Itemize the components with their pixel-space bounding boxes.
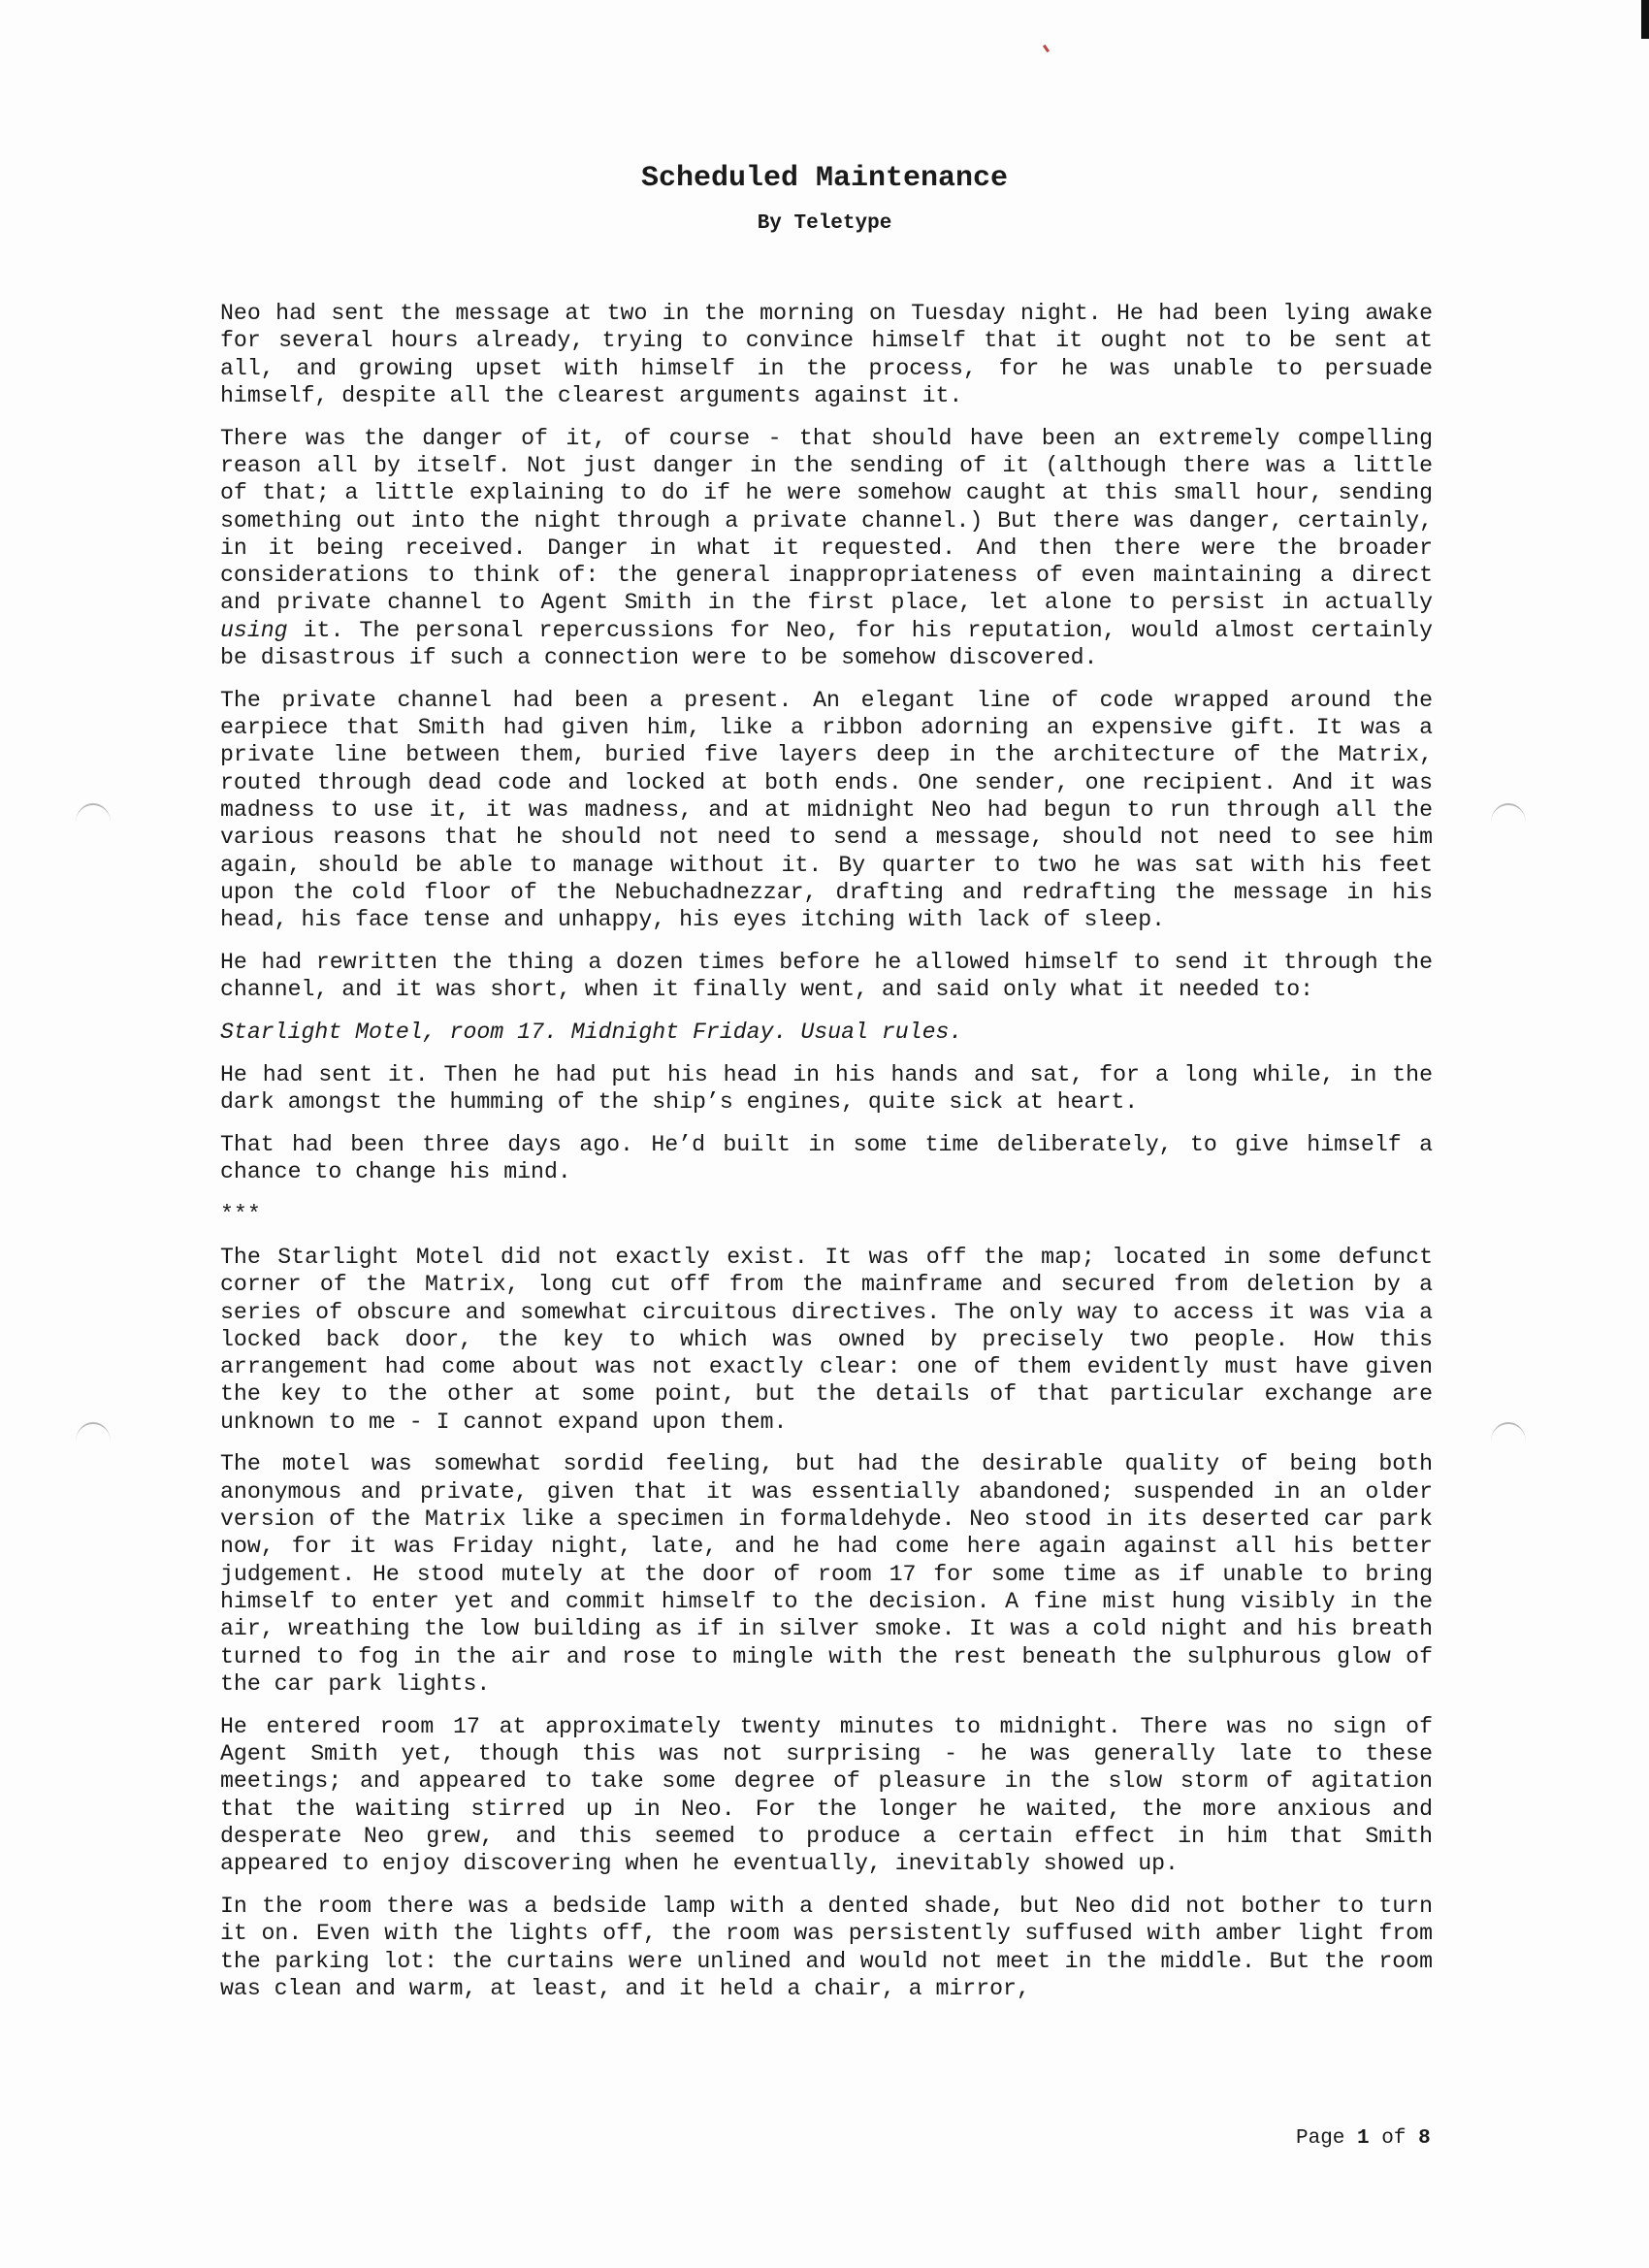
paragraph-message [220, 1019, 1433, 1046]
page-footer [1296, 2127, 1431, 2150]
emphasis-text: using [220, 617, 288, 643]
story-title: Scheduled Maintenance [640, 162, 1009, 195]
punch-hole-mark [76, 1422, 111, 1442]
paragraph: He entered room 17 at approximately twenty minutes to midnight. There was no sign of Agent Smith yet, though this was not surprising - he was generally late to these meetings; and appeared to take some degree of pleasure in the slow storm of agitation that the waiting stirred up in Neo. For the longer he waited, the more anxious and desperate Neo grew, and this seemed to produce a certain effect in him that Smith appeared to enjoy discovering when he eventually, inevitably showed up. [220, 1713, 1433, 1877]
paragraph: That had been three days ago. He’d built in some time deliberately, to give himself a chance to change his mind. [220, 1132, 1433, 1185]
paragraph: The private channel had been a present. An elegant line of code wrapped around the earpiece that Smith had given him, like a ribbon adorning an expensive gift. It was a private line between them, buried five layers deep in the architecture of the Matrix, routed through dead code and locked at both ends. One sender, one recipient. And it was madness to use it, it was madness, and at midnight Neo had begun to run through all the various reasons that he should not need to send a message, should not need to see him again, should be able to manage without it. By quarter to two he was sat with his feet upon the cold floor of the Nebuchadnezzar, drafting and redrafting the message in his head, his face tense and unhappy, his eyes itching with lack of sleep. [220, 687, 1433, 933]
story-body [220, 300, 1433, 2018]
paragraph-text: it. The personal repercussions for Neo, for his reputation, would almost certainly be disastrous if such a connection were to be somehow discovered. [220, 617, 1433, 671]
scan-edge-mark [1641, 0, 1649, 39]
title-block [0, 161, 1649, 237]
paragraph: In the room there was a bedside lamp with a dented shade, but Neo did not bother to turn it on. Even with the lights off, the room was persistently suffused with amber light from the parking lot: the curtains were unlined and would not meet in the middle. But the room was clean and warm, at least, and it held a chair, a mirror, [220, 1893, 1433, 2001]
page-label: Page [1296, 2127, 1345, 2150]
paragraph [220, 425, 1433, 672]
paragraph: He had sent it. Then he had put his head in his hands and sat, for a long while, in the dark amongst the humming of the ship’s engines, quite sick at heart. [220, 1061, 1433, 1116]
punch-hole-mark [1491, 803, 1526, 823]
punch-hole-mark [1491, 1422, 1526, 1442]
paragraph: The motel was somewhat sordid feeling, but had the desirable quality of being both anonymous and private, given that it was essentially abandoned; suspended in an older version of the Matrix like a specimen in formaldehyde. Neo stood in its deserted car park now, for it was Friday night, late, and he had come here again against all his better judgement. He stood mutely at the door of room 17 for some time as if unable to bring himself to enter yet and commit himself to the decision. A fine mist hung visibly in the air, wreathing the low building as if in silver smoke. It was a cold night and his breath turned to fog in the air and rose to mingle with the rest beneath the sulphurous glow of the car park lights. [220, 1451, 1433, 1697]
punch-hole-mark [76, 803, 111, 823]
message-text: Starlight Motel, room 17. Midnight Friday. Usual rules. [220, 1020, 963, 1046]
page-number: 1 [1357, 2127, 1370, 2150]
of-label: of [1381, 2127, 1406, 2150]
paragraph: Neo had sent the message at two in the morning on Tuesday night. He had been lying awake for several hours already, trying to convince himself that it ought not to be sent at all, and growing upset with himself in the process, for he was unable to persuade himself, despite all the clearest arguments against it. [220, 301, 1433, 408]
paragraph-text: There was the danger of it, of course - that should have been an extremely compelling reason all by itself. Not just danger in the sending of it (although there was a little of that; a little explaining to do if he were somehow caught at this small hour, sending something out into the night through a private channel.) But there was danger, certainly, in it being received. Danger in what it requested. And then there were the broader considerations to think of: the general inappropriateness of even maintaining a direct and private channel to Agent Smith in the first place, let alone to persist in actually [220, 425, 1433, 616]
paragraph: He had rewritten the thing a dozen times before he allowed himself to send it through the channel, and it was short, when it finally went, and said only what it needed to: [220, 950, 1433, 1003]
page-total: 8 [1418, 2127, 1431, 2150]
scan-speck [1043, 45, 1050, 52]
section-break: *** [220, 1202, 261, 1228]
paragraph: The Starlight Motel did not exactly exist. It was off the map; located in some defunct corner of the Matrix, long cut off from the mainframe and secured from deletion by a series of obscure and somewhat circuitous directives. The only way to access it was via a locked back door, the key to which was owned by precisely two people. How this arrangement had come about was not exactly clear: one of them evidently must have given the key to the other at some point, but the details of that particular exchange are unknown to me - I cannot expand upon them. [220, 1244, 1433, 1435]
story-byline: By Teletype [757, 212, 892, 235]
